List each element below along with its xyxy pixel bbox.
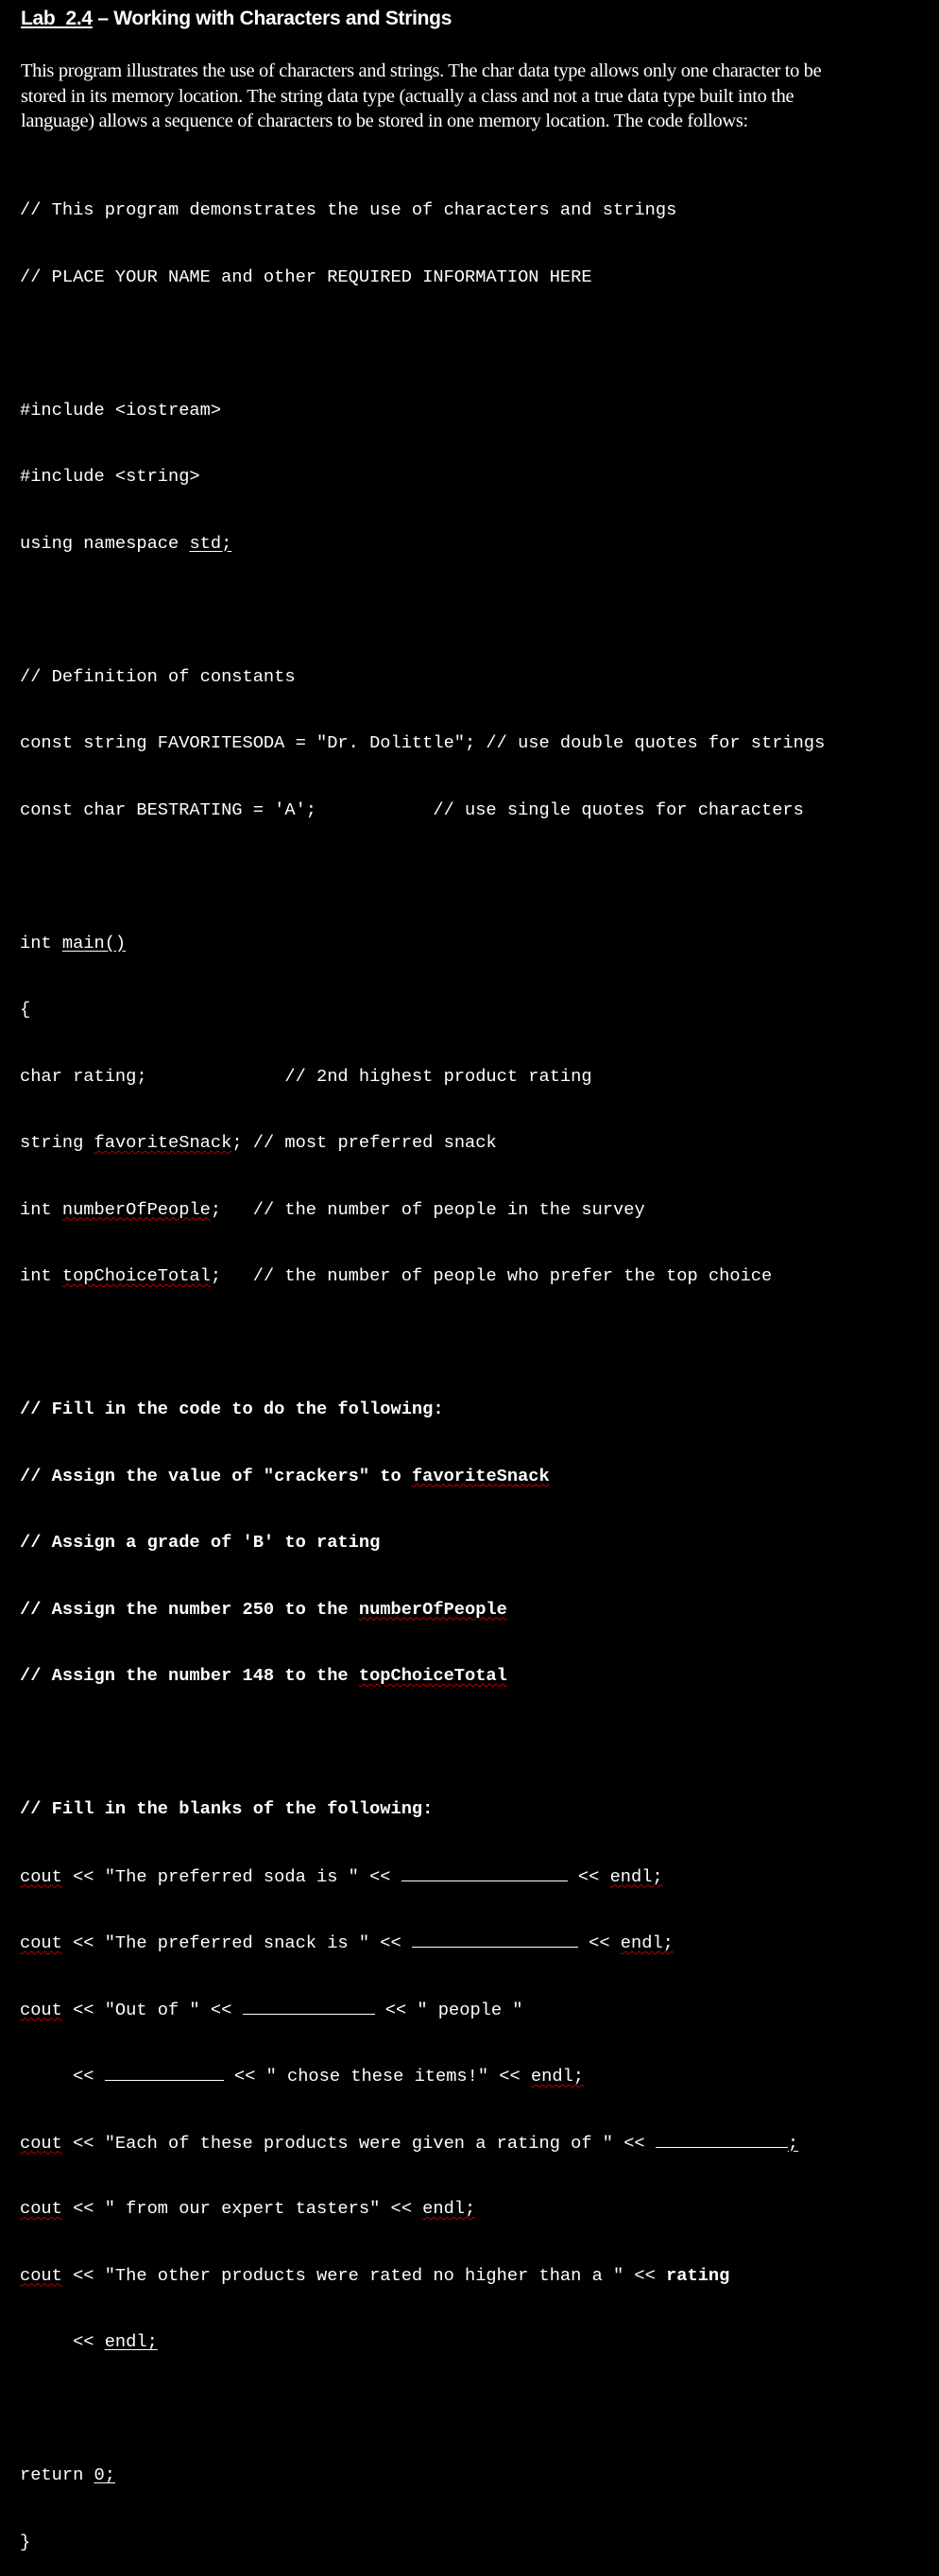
code-text: << (20, 2066, 105, 2087)
code-token: numberOfPeople (358, 1598, 507, 1620)
code-line (20, 1665, 825, 1688)
code-text: << " chose these items!" << (223, 2066, 531, 2087)
code-line: #include <iostream> (20, 399, 222, 421)
code-token: 0; (94, 2464, 115, 2485)
fill-blank[interactable] (412, 1932, 578, 1948)
code-text: // Assign the number 148 to the (20, 1665, 359, 1686)
code-text: // Assign the number 250 to the (20, 1598, 359, 1620)
intro-line: language) allows a sequence of characters to be stored in one memory location. The code follows: (21, 111, 748, 131)
code-text: << (567, 1865, 610, 1887)
code-token: topChoiceTotal (61, 1265, 211, 1286)
lab-title: – Working with Characters and Strings (92, 8, 452, 29)
code-line (20, 933, 825, 955)
lab-number: Lab 2.4 (21, 8, 93, 29)
code-token: endl; (422, 2198, 476, 2219)
code-token: cout (20, 2264, 62, 2286)
blank-line (20, 333, 825, 355)
code-token: cout (20, 1932, 62, 1953)
code-line: const string FAVORITESODA = "Dr. Dolittle"; // use double quotes for strings (20, 732, 826, 753)
code-line: // Fill in the blanks of the following: (20, 1798, 434, 1819)
code-text: int (20, 932, 62, 953)
code-token: endl; (104, 2331, 158, 2352)
fill-blank[interactable] (243, 1999, 375, 2015)
code-token: cout (20, 2132, 62, 2154)
code-listing (20, 155, 825, 2576)
fill-blank[interactable] (105, 2065, 224, 2081)
code-text: << "Each of these products were given a rating of " << (61, 2132, 656, 2154)
code-line (20, 1466, 825, 1488)
fill-blank[interactable] (656, 2132, 788, 2148)
code-token: endl; (620, 1932, 674, 1953)
lab-heading (21, 8, 452, 30)
code-token: favoriteSnack (411, 1465, 550, 1486)
code-token: cout (20, 1999, 62, 2020)
fill-blank[interactable] (401, 1865, 568, 1881)
code-line: #include <string> (20, 466, 200, 487)
blank-line (20, 599, 825, 622)
code-text: << " people " (374, 1999, 523, 2020)
code-text: << "The other products were rated no higher than a " << (61, 2264, 667, 2286)
code-line (20, 1265, 825, 1288)
code-line (20, 533, 825, 556)
code-line (20, 2065, 825, 2087)
code-text: // Assign the value of "crackers" to (20, 1465, 412, 1486)
code-text: ; // most preferred snack (231, 1132, 497, 1153)
code-line: // Assign a grade of 'B' to rating (20, 1532, 381, 1553)
code-line (20, 1999, 825, 2021)
code-token: cout (20, 1865, 62, 1887)
intro-paragraph (21, 59, 928, 134)
code-line: // Definition of constants (20, 665, 296, 687)
code-token: std; (189, 532, 232, 554)
code-text: int (20, 1265, 62, 1286)
code-line (20, 1932, 825, 1954)
code-text: ; // the number of people who prefer the top choice (210, 1265, 773, 1286)
code-line (20, 2132, 825, 2155)
code-text: << "The preferred soda is " << (61, 1865, 401, 1887)
code-line (20, 1865, 825, 1888)
blank-line (20, 1732, 825, 1755)
code-line (20, 1599, 825, 1622)
code-line (20, 2265, 825, 2288)
code-line: const char BESTRATING = 'A'; // use single quotes for characters (20, 799, 804, 820)
code-line (20, 2331, 825, 2354)
intro-line: stored in its memory location. The string data type (actually a class and not a true data type built into the (21, 85, 794, 107)
code-token: numberOfPeople (61, 1198, 211, 1220)
blank-line (20, 1332, 825, 1355)
code-token: cout (20, 2198, 62, 2219)
code-text: << " from our expert tasters" << (61, 2198, 423, 2219)
code-line: { (20, 999, 31, 1020)
code-token: ; (787, 2132, 799, 2154)
blank-line (20, 2398, 825, 2421)
intro-line: This program illustrates the use of characters and strings. The char data type allows only one character to be (21, 60, 822, 81)
code-token: main() (61, 932, 127, 953)
code-line: // Fill in the code to do the following: (20, 1399, 444, 1419)
code-text: << (20, 2331, 105, 2352)
code-text: return (20, 2464, 94, 2485)
code-token: endl; (609, 1865, 663, 1887)
code-text: << "Out of " << (61, 1999, 243, 2020)
code-text: string (20, 1132, 94, 1153)
code-line: char rating; // 2nd highest product rating (20, 1065, 592, 1087)
code-line (20, 2198, 825, 2221)
code-text: using namespace (20, 532, 190, 554)
code-text: int (20, 1198, 62, 1220)
code-token: favoriteSnack (94, 1132, 232, 1153)
code-line: // PLACE YOUR NAME and other REQUIRED INFORMATION HERE (20, 266, 592, 287)
code-line (20, 2464, 825, 2487)
code-line (20, 1132, 825, 1155)
code-line: } (20, 2531, 31, 2552)
code-text: << (577, 1932, 621, 1953)
code-line: // This program demonstrates the use of characters and strings (20, 199, 677, 220)
code-line (20, 1199, 825, 1222)
code-token: endl; (530, 2066, 585, 2087)
code-token: rating (666, 2264, 730, 2286)
blank-line (20, 866, 825, 888)
code-text: << "The preferred snack is " << (61, 1932, 412, 1953)
code-text: ; // the number of people in the survey (210, 1198, 645, 1220)
code-token: topChoiceTotal (358, 1665, 507, 1686)
